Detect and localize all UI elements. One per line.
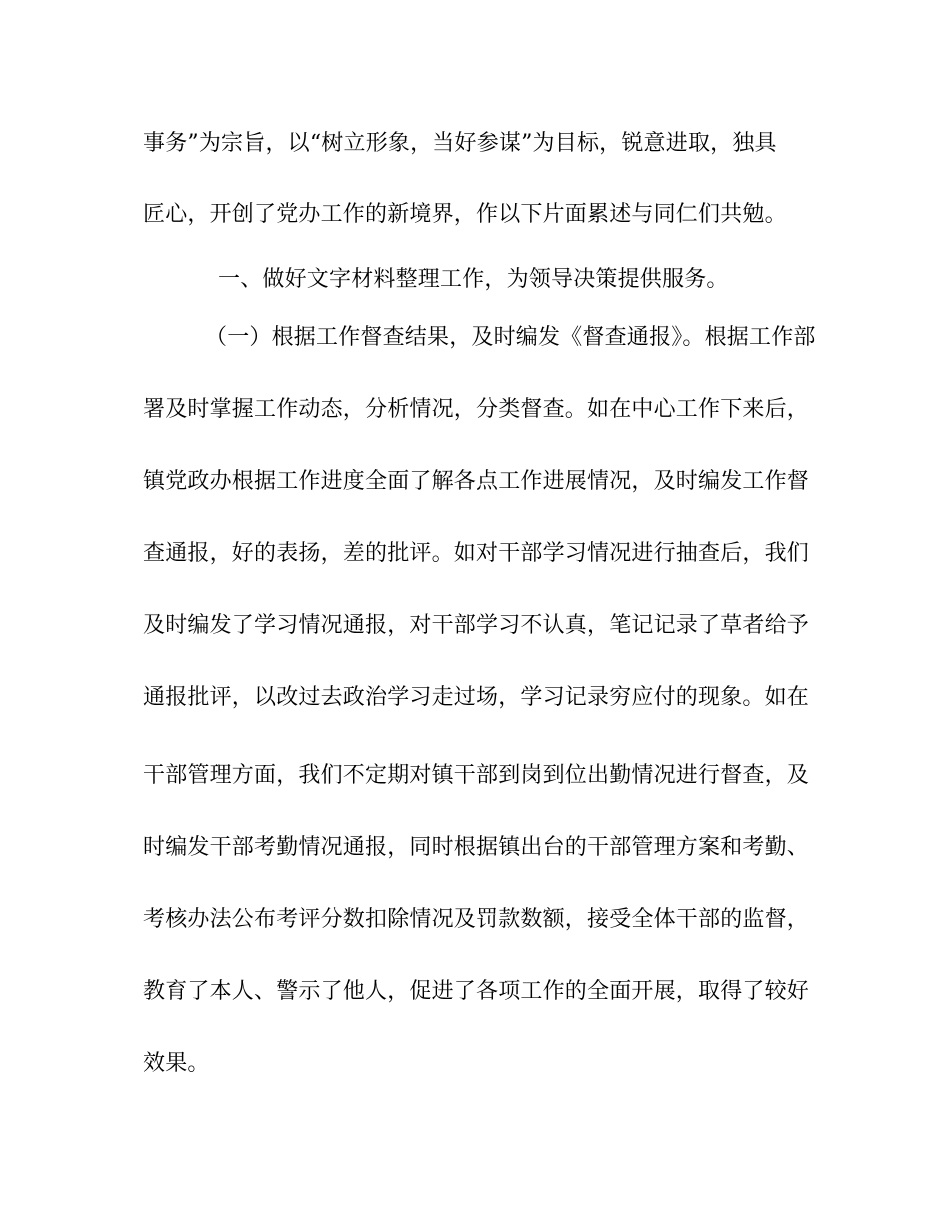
section-heading: 一、做好文字材料整理工作，为领导决策提供服务。 (218, 267, 729, 292)
text-line: 教育了本人、警示了他人，促进了各项工作的全面开展，取得了较好 (143, 979, 810, 1004)
text-line: 匠心，开创了党办工作的新境界，作以下片面累述与同仁们共勉。 (143, 202, 787, 227)
text-line: 时编发干部考勤情况通报，同时根据镇出台的干部管理方案和考勤、 (143, 835, 810, 860)
subsection-heading-line: （一）根据工作督查结果，及时编发《督查通报》。根据工作部 (205, 325, 816, 350)
text-line: 及时编发了学习情况通报，对干部学习不认真，笔记记录了草者给予 (143, 613, 810, 638)
text-line: 镇党政办根据工作进度全面了解各点工作进展情况，及时编发工作督 (143, 469, 810, 494)
text-line: 考核办法公布考评分数扣除情况及罚款数额，接受全体干部的监督， (143, 907, 810, 932)
text-line: 干部管理方面，我们不定期对镇干部到岗到位出勤情况进行督查，及 (143, 763, 810, 788)
text-line: 通报批评，以改过去政治学习走过场，学习记录穷应付的现象。如在 (143, 685, 810, 710)
text-line: 事务”为宗旨，以“树立形象，当好参谋”为目标，锐意进取，独具 (143, 131, 777, 156)
text-line: 署及时掌握工作动态，分析情况，分类督查。如在中心工作下来后， (143, 397, 810, 422)
text-line: 效果。 (143, 1051, 210, 1076)
text-line: 查通报，好的表扬，差的批评。如对干部学习情况进行抽查后，我们 (143, 541, 810, 566)
